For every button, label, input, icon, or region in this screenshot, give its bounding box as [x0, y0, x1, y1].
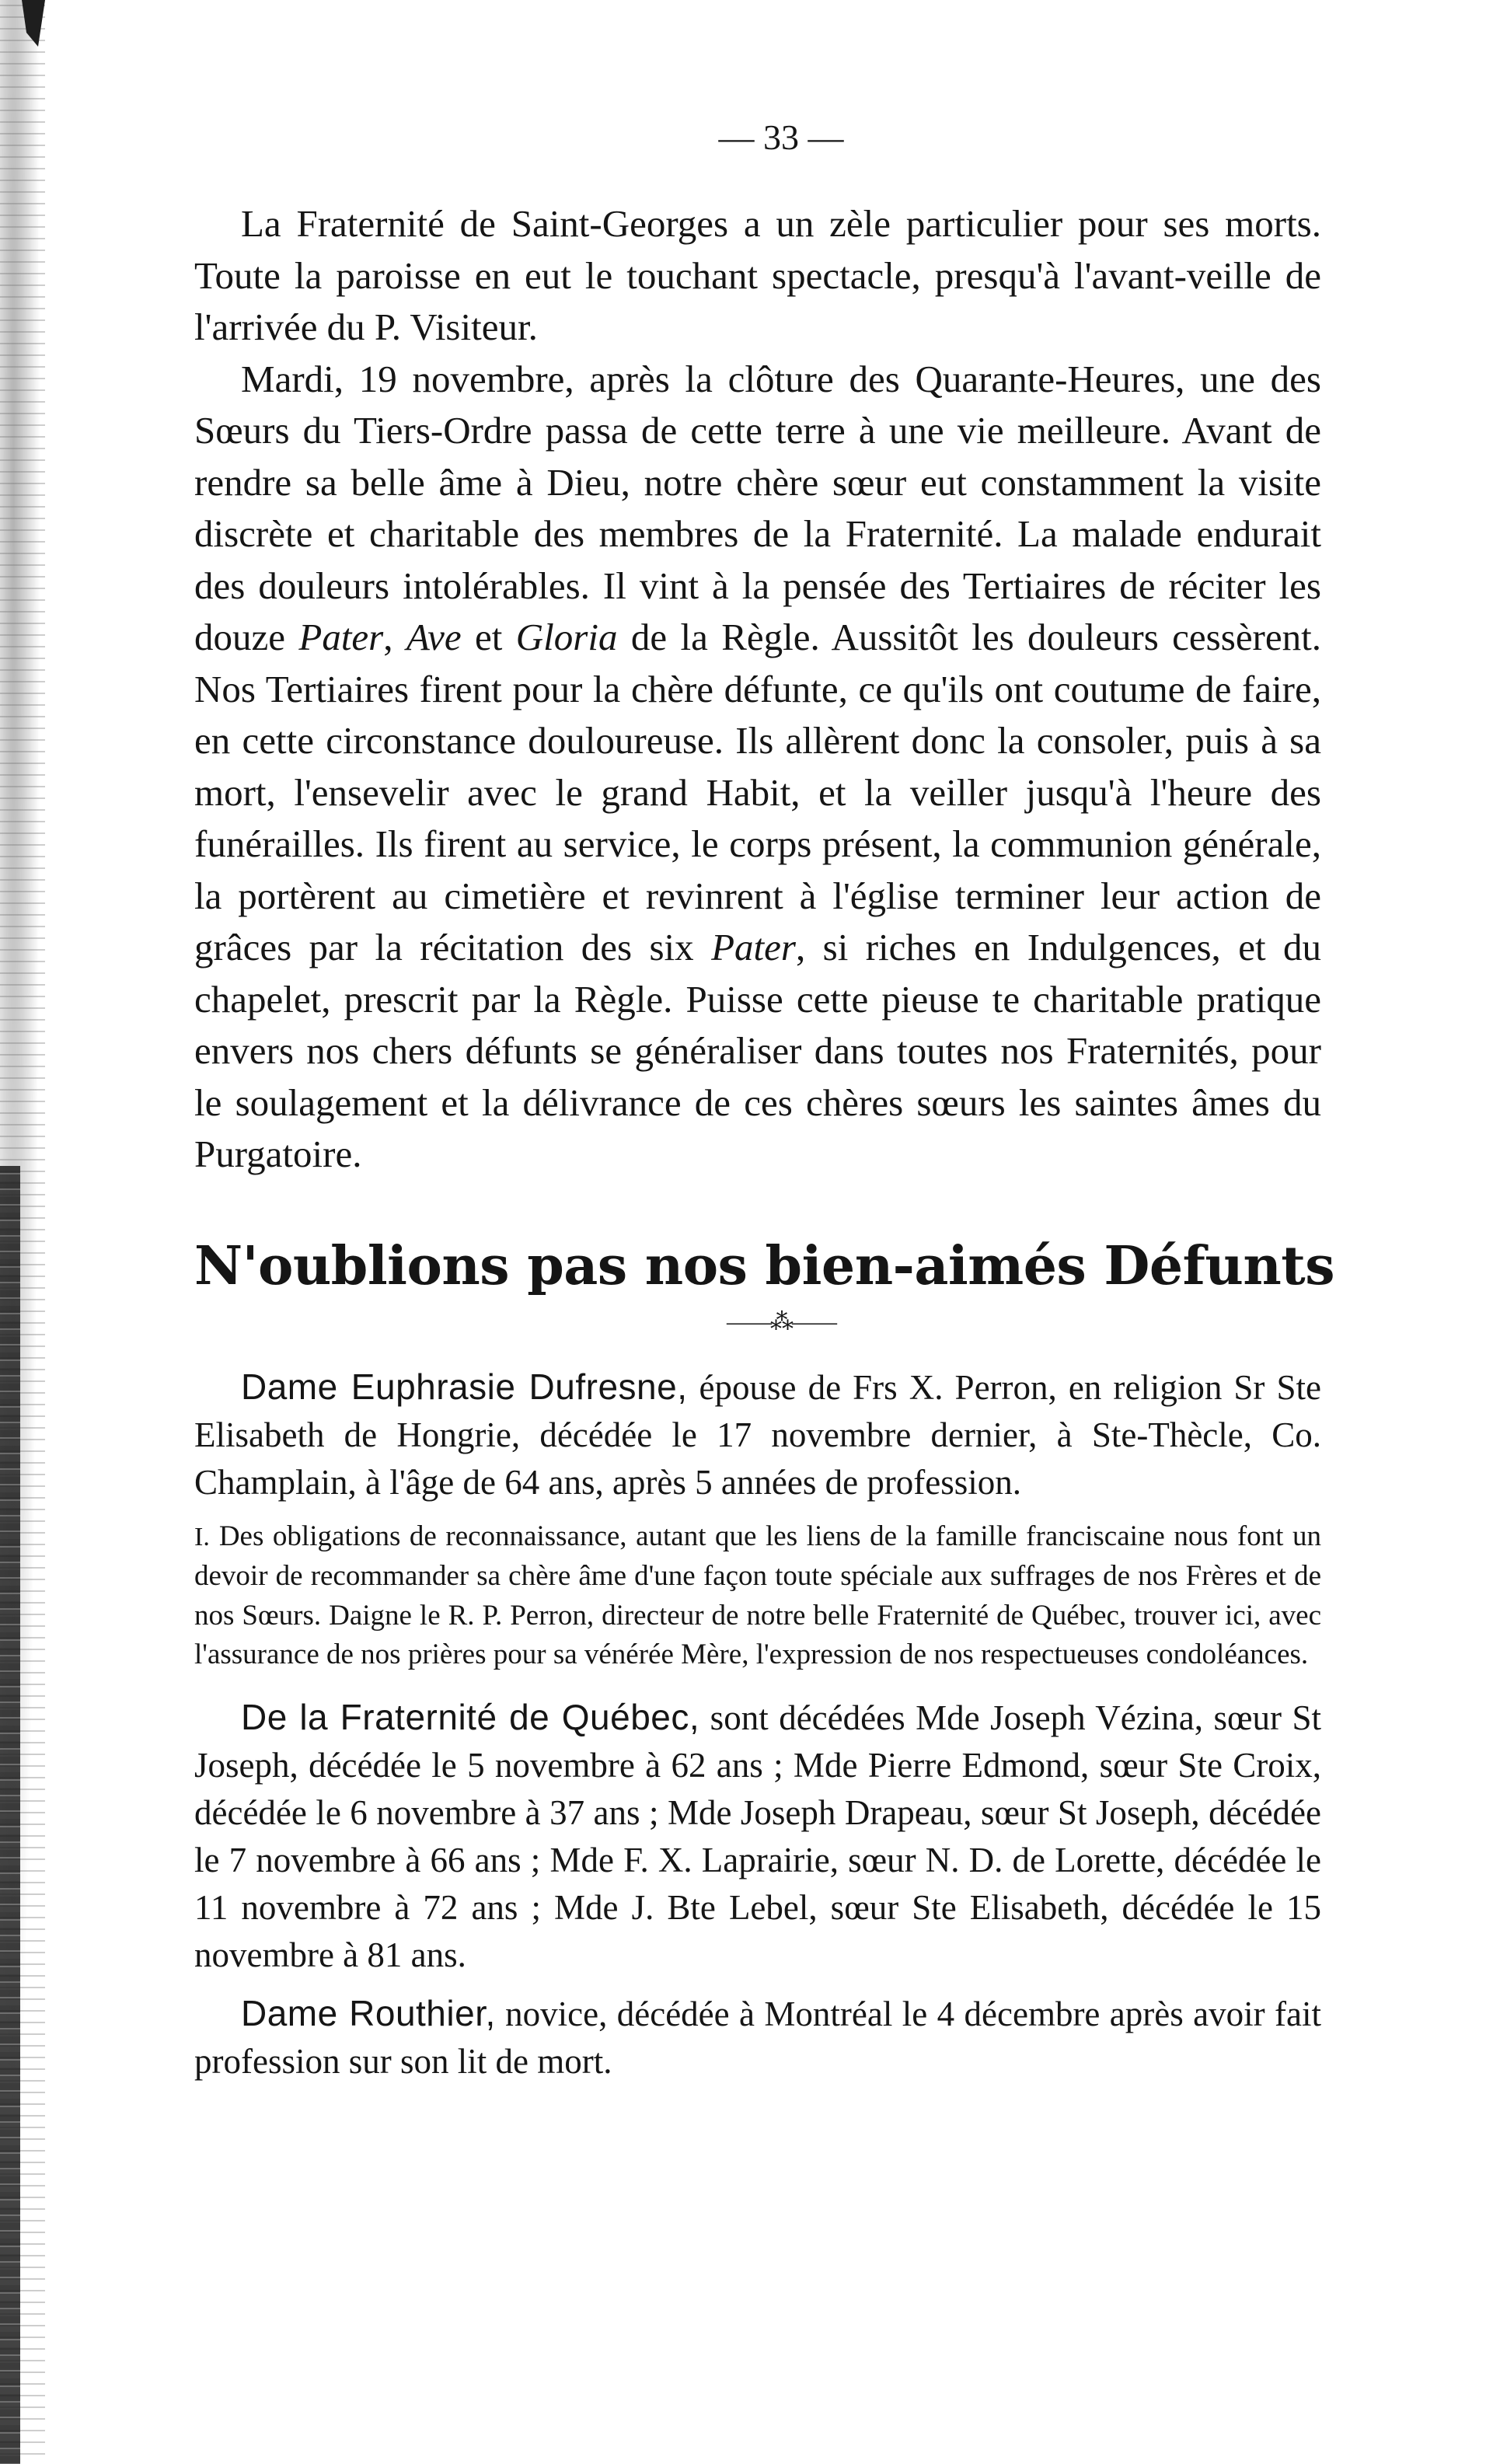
obituary-entry-dufresne [194, 1363, 1321, 1506]
pater-italic: Pater [298, 616, 384, 658]
page-number: — 33 — [718, 117, 844, 157]
pater-italic-second: Pater [711, 926, 796, 968]
obituary-entry-quebec [194, 1694, 1321, 1979]
paragraph-funeral-account [194, 354, 1321, 1181]
paragraph-text-part-3: , si riches en Indulgences, et du chapelet, prescrit par la Règle. Puisse cette pieuse te charitable pratique envers nos chers défunts se généraliser dans toutes nos Fraternités, pour le soulagement et la délivrance de ces chères sœurs les saintes âmes du Purgatoire. [194, 926, 1321, 1175]
obituary-text: épouse de Frs X. Perron, en religion Sr Ste Elisabeth de Hongrie, décédée le 17 novembre dernier, à Ste-Thècle, Co. Champlain, à l'âge de 64 ans, après 5 années de profession. [194, 1367, 1321, 1502]
obituary-text: sont décédées Mde Joseph Vézina, sœur St Joseph, décédée le 5 novembre à 62 ans ; Mde Pierre Edmond, sœur Ste Croix, décédée le 6 novembre à 37 ans ; Mde Joseph Drapeau, sœur St Joseph, décédée le 7 novembre à 66 ans ; Mde F. X. Laprairie, sœur N. D. de Lorette, décédée le 11 novembre à 72 ans ; Mde J. Bte Lebel, sœur Ste Elisabeth, décédée le 15 novembre à 81 ans. [194, 1698, 1321, 1974]
document-page [194, 117, 1334, 2096]
note-marker: I. [194, 1522, 210, 1551]
obituary-text: novice, décédée à Montréal le 4 décembre après avoir fait profession sur son lit de mort. [194, 1994, 1321, 2081]
heading-ornament: ——⁂—— [727, 1308, 835, 1335]
paragraph-text-part-1: Mardi, 19 novembre, après la clôture des Quarante-Heures, une des Sœurs du Tiers-Ordre passa de cette terre à une vie meilleure. Avant de rendre sa belle âme à Dieu, notre chère sœur eut constamment la visite discrète et charitable des membres de la Fraternité. La malade endurait des douleurs intolérables. Il vint à la pensée des Tertiaires de réciter les douze [194, 357, 1321, 658]
ave-italic: Ave [406, 616, 462, 658]
separator-comma: , [383, 616, 406, 658]
obituary-name: Dame Euphrasie Dufresne, [241, 1366, 688, 1407]
obituary-name: Dame Routhier, [241, 1992, 496, 2033]
page-binding-shadow [0, 1166, 20, 2464]
obituary-note [194, 1517, 1321, 1675]
separator-et: et [461, 616, 516, 658]
obituary-name: De la Fraternité de Québec, [241, 1696, 700, 1737]
gloria-italic: Gloria [515, 616, 618, 658]
note-text: Des obligations de reconnaissance, autant que les liens de la famille franciscaine nous font un devoir de recommander sa chère âme d'une façon toute spéciale aux suffrages de nos Frères et de nos Sœurs. Daigne le R. P. Perron, directeur de notre belle Fraternité de Québec, trouver ici, avec l'assurance de nos prières pour sa vénérée Mère, l'expression de nos respectueuses condoléances. [194, 1520, 1321, 1670]
paragraph-text-part-2: de la Règle. Aussitôt les douleurs cessèrent. Nos Tertiaires firent pour la chère défunte, ce qu'ils ont coutume de faire, en cette circonstance douloureuse. Ils allèrent donc la consoler, puis à sa mort, l'ensevelir avec le grand Habit, et la veiller jusqu'à l'heure des funérailles. Ils firent au service, le corps présent, la communion générale, la portèrent au cimetière et revinrent à l'église terminer leur action de grâces par la récitation des six [194, 616, 1321, 968]
paragraph-intro: La Fraternité de Saint-Georges a un zèle particulier pour ses morts. Toute la paroisse en eut le touchant spectacle, presqu'à l'avant-veille de l'arrivée du P. Visiteur. [194, 202, 1321, 348]
section-heading: N'oublions pas nos bien-aimés Défunts [194, 1234, 1334, 1297]
obituary-entry-routhier [194, 1990, 1321, 2085]
